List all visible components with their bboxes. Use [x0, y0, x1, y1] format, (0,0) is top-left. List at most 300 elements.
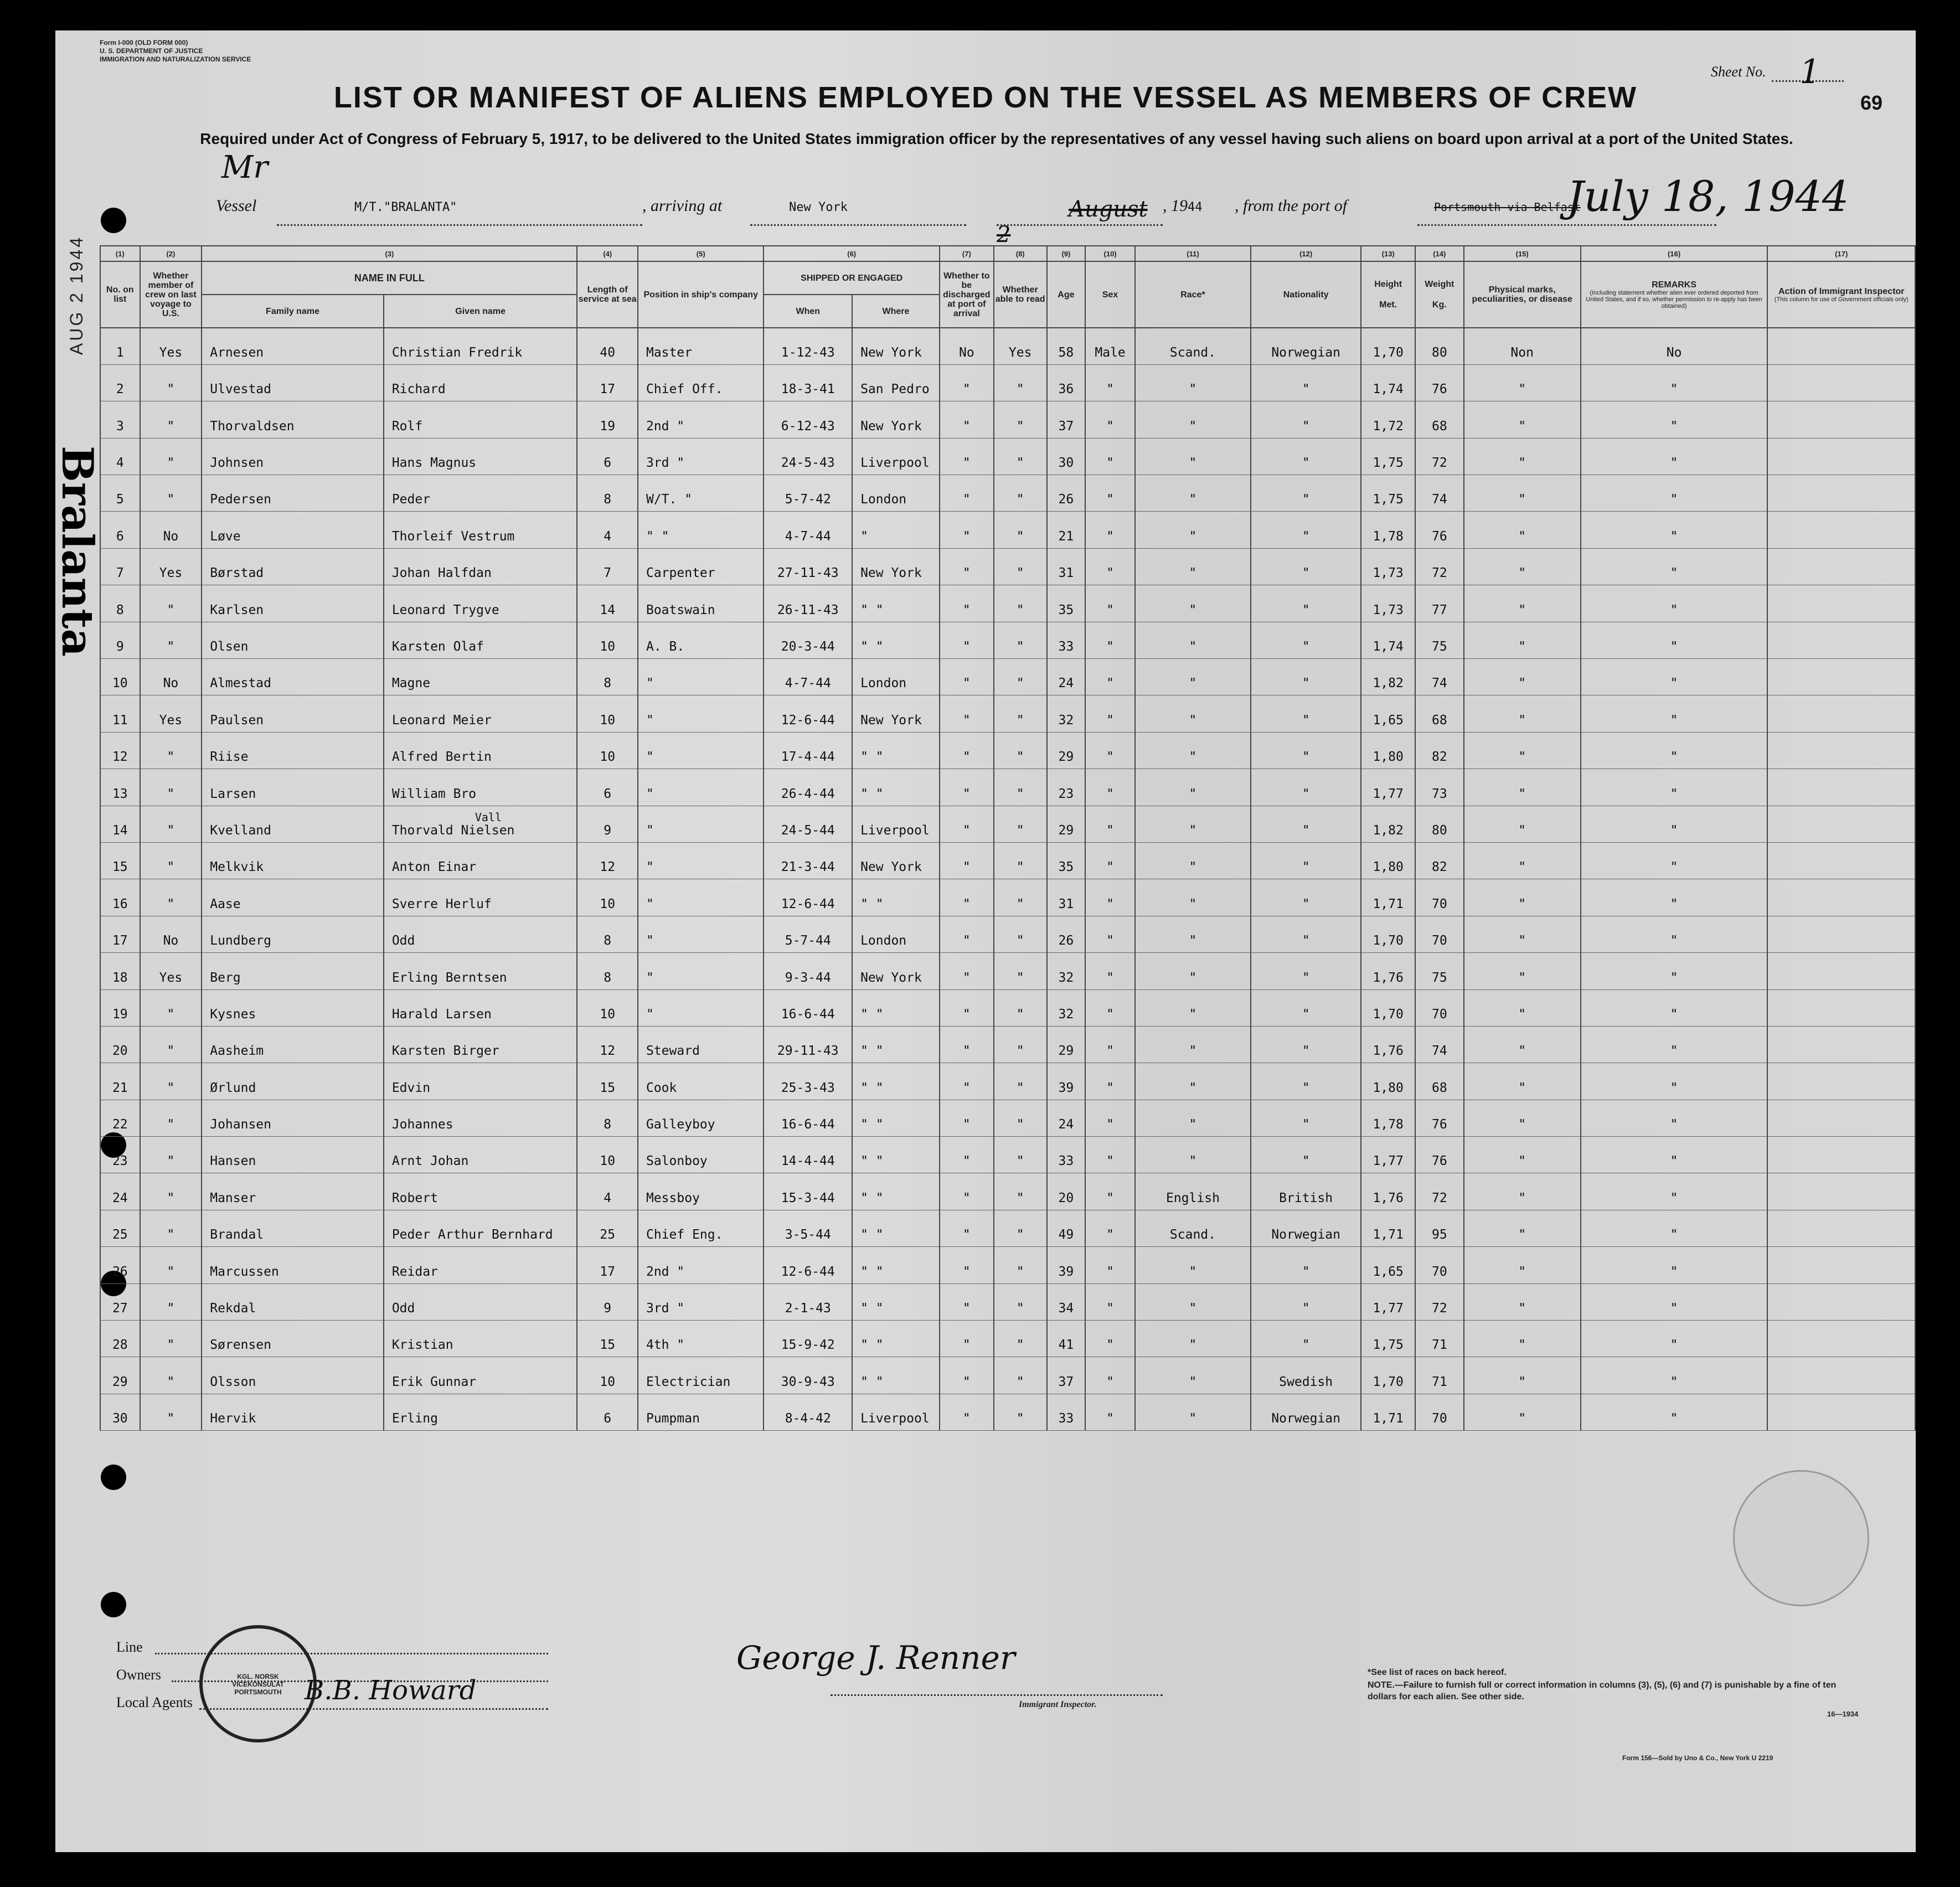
- row-no-cell: [100, 1283, 140, 1320]
- row-no-cell: [100, 695, 140, 732]
- race-cell: [1135, 916, 1251, 952]
- row-no-cell: [100, 916, 140, 952]
- age: 33: [1058, 640, 1074, 654]
- shipped-when-cell: [764, 1394, 852, 1430]
- able-to-read: ": [1016, 1228, 1024, 1242]
- sex-cell: [1085, 916, 1135, 952]
- weight: 76: [1431, 1117, 1447, 1132]
- length-of-service: 10: [600, 750, 616, 765]
- table-row: [100, 732, 1915, 769]
- service-name: IMMIGRATION AND NATURALIZATION SERVICE: [100, 55, 251, 63]
- shipped-where-cell: [852, 1247, 940, 1283]
- weight-cell: [1415, 769, 1464, 806]
- crew-last-voyage: Yes: [159, 566, 183, 581]
- to-be-discharged-cell: [940, 1210, 994, 1246]
- able-to-read: ": [1016, 602, 1024, 617]
- physical-marks-cell: [1464, 769, 1581, 806]
- row-no-cell: [100, 585, 140, 622]
- shipped-where-cell: [852, 401, 940, 438]
- shipped-when-cell: [764, 1063, 852, 1100]
- position-in-company: 3rd ": [646, 456, 685, 471]
- position-in-company-cell: [638, 769, 764, 806]
- row-no-cell: [100, 1137, 140, 1173]
- given-name-cell: [384, 475, 577, 512]
- header-name-in-full: NAME IN FULL: [202, 261, 577, 295]
- department-name: U. S. DEPARTMENT OF JUSTICE: [100, 47, 203, 55]
- family-name: Larsen: [210, 786, 256, 801]
- length-of-service-cell: [577, 585, 638, 622]
- handwritten-vessel-name: Bralanta: [52, 446, 102, 657]
- to-be-discharged: ": [962, 1154, 971, 1169]
- height-cell: [1361, 401, 1415, 438]
- remarks-cell: [1581, 1137, 1768, 1173]
- height-cell: [1361, 916, 1415, 952]
- crew-last-voyage-cell: [140, 1026, 202, 1063]
- header-shipped: SHIPPED OR ENGAGED: [764, 261, 939, 295]
- shipped-where: " ": [860, 1007, 884, 1022]
- mr-note: Mr: [221, 149, 269, 185]
- sex: ": [1106, 1301, 1114, 1316]
- age: 37: [1058, 419, 1074, 434]
- shipped-when-cell: [764, 585, 852, 622]
- shipped-where: New York: [860, 345, 922, 360]
- physical-marks: ": [1518, 1264, 1526, 1279]
- able-to-read: ": [1016, 566, 1024, 581]
- able-to-read-cell: [994, 1026, 1047, 1063]
- age: 31: [1058, 566, 1074, 581]
- col-num: (17): [1767, 246, 1915, 261]
- shipped-when: 20-3-44: [781, 640, 835, 654]
- position-in-company-cell: [638, 548, 764, 585]
- height-cell: [1361, 806, 1415, 842]
- nationality: ": [1302, 566, 1310, 581]
- date-year: 44: [1188, 200, 1203, 214]
- given-name: Reidar: [391, 1264, 438, 1279]
- header-position: Position in ship's company: [638, 261, 764, 328]
- sex-cell: [1085, 1100, 1135, 1136]
- age: 32: [1058, 970, 1074, 985]
- shipped-where: Liverpool: [860, 456, 930, 471]
- shipped-when: 18-3-41: [781, 382, 835, 397]
- weight: 76: [1431, 529, 1447, 544]
- given-name-cell: [384, 659, 577, 695]
- able-to-read: ": [1016, 860, 1024, 875]
- row-no-cell: [100, 512, 140, 548]
- remarks-cell: [1581, 1283, 1768, 1320]
- shipped-when-cell: [764, 1137, 852, 1173]
- race-cell: [1135, 953, 1251, 989]
- nationality: ": [1302, 640, 1310, 654]
- physical-marks-cell: [1464, 548, 1581, 585]
- physical-marks: ": [1518, 602, 1526, 617]
- row-no-cell: [100, 732, 140, 769]
- given-name-cell: [384, 1210, 577, 1246]
- weight: 71: [1431, 1338, 1447, 1353]
- action-cell: [1767, 769, 1915, 806]
- nationality: ": [1302, 492, 1310, 507]
- length-of-service: 8: [604, 676, 612, 691]
- family-name-cell: [202, 1321, 384, 1357]
- length-of-service-cell: [577, 438, 638, 475]
- to-be-discharged: ": [962, 860, 971, 875]
- able-to-read-cell: [994, 1247, 1047, 1283]
- length-of-service: 4: [604, 529, 612, 544]
- family-name-cell: [202, 512, 384, 548]
- shipped-where-cell: [852, 585, 940, 622]
- age-cell: [1047, 1394, 1086, 1430]
- race: ": [1189, 860, 1197, 875]
- nationality-cell: [1251, 1321, 1361, 1357]
- nationality: ": [1302, 1044, 1310, 1059]
- remarks: ": [1670, 1080, 1678, 1095]
- family-name: Børstad: [210, 566, 264, 581]
- position-in-company: ": [646, 750, 654, 765]
- position-in-company-cell: [638, 401, 764, 438]
- table-row: [100, 475, 1915, 512]
- position-in-company: 2nd ": [646, 419, 685, 434]
- race-cell: [1135, 1137, 1251, 1173]
- length-of-service: 6: [604, 1411, 612, 1426]
- able-to-read: ": [1016, 1190, 1024, 1205]
- able-to-read-cell: [994, 1283, 1047, 1320]
- shipped-when: 12-6-44: [781, 713, 835, 728]
- race: ": [1189, 566, 1197, 581]
- position-in-company: " ": [646, 529, 669, 544]
- physical-marks: ": [1518, 860, 1526, 875]
- crew-last-voyage: No: [163, 676, 179, 691]
- height: 1,72: [1373, 419, 1404, 434]
- shipped-where-cell: [852, 695, 940, 732]
- position-in-company: ": [646, 786, 654, 801]
- col-num: (8): [994, 246, 1047, 261]
- nationality-cell: [1251, 1247, 1361, 1283]
- shipped-where: New York: [860, 970, 922, 985]
- weight: 75: [1431, 640, 1447, 654]
- remarks-cell: [1581, 1026, 1768, 1063]
- sex-cell: [1085, 806, 1135, 842]
- given-name: Sverre Herluf: [391, 896, 492, 911]
- family-name-cell: [202, 769, 384, 806]
- able-to-read-cell: [994, 1394, 1047, 1430]
- sex-cell: [1085, 1026, 1135, 1063]
- physical-marks: ": [1518, 1228, 1526, 1242]
- height: 1,75: [1373, 492, 1404, 507]
- to-be-discharged-cell: [940, 1063, 994, 1100]
- height-cell: [1361, 953, 1415, 989]
- family-name: Olsson: [210, 1374, 256, 1389]
- crew-last-voyage: ": [167, 1264, 175, 1279]
- age-cell: [1047, 659, 1086, 695]
- nationality-cell: [1251, 1100, 1361, 1136]
- family-name-cell: [202, 1173, 384, 1210]
- action-cell: [1767, 401, 1915, 438]
- sex: ": [1106, 1411, 1114, 1426]
- row-no-cell: [100, 1100, 140, 1136]
- shipped-when-cell: [764, 548, 852, 585]
- sex-cell: [1085, 695, 1135, 732]
- given-name: Hans Magnus: [391, 456, 477, 471]
- weight-cell: [1415, 695, 1464, 732]
- position-in-company-cell: [638, 1210, 764, 1246]
- nationality-cell: [1251, 548, 1361, 585]
- nationality: ": [1302, 1301, 1310, 1316]
- crew-rows: [100, 328, 1915, 1431]
- sex-cell: [1085, 769, 1135, 806]
- nationality-cell: [1251, 1063, 1361, 1100]
- sex-cell: [1085, 328, 1135, 364]
- sex-cell: [1085, 622, 1135, 658]
- to-be-discharged-cell: [940, 1173, 994, 1210]
- position-in-company-cell: [638, 1173, 764, 1210]
- height: 1,75: [1373, 456, 1404, 471]
- shipped-when-cell: [764, 328, 852, 364]
- remarks: ": [1670, 970, 1678, 985]
- length-of-service: 7: [604, 566, 612, 581]
- remarks-cell: [1581, 842, 1768, 879]
- age: 29: [1058, 750, 1074, 765]
- able-to-read-cell: [994, 1173, 1047, 1210]
- able-to-read: ": [1016, 1007, 1024, 1022]
- given-name: Arnt Johan: [391, 1154, 469, 1169]
- position-in-company: Carpenter: [646, 566, 715, 581]
- crew-last-voyage: Yes: [159, 713, 183, 728]
- shipped-where-cell: [852, 1026, 940, 1063]
- age: 39: [1058, 1080, 1074, 1095]
- sex-cell: [1085, 1357, 1135, 1394]
- shipped-when: 4-7-44: [785, 529, 831, 544]
- to-be-discharged-cell: [940, 1026, 994, 1063]
- consulate-seal: [199, 1625, 317, 1742]
- family-name: Berg: [210, 970, 241, 985]
- crew-last-voyage-cell: [140, 1063, 202, 1100]
- remarks-cell: [1581, 806, 1768, 842]
- remarks-cell: [1581, 916, 1768, 952]
- given-name: Odd: [391, 934, 415, 948]
- row-no-cell: [100, 328, 140, 364]
- physical-marks-cell: [1464, 732, 1581, 769]
- action-cell: [1767, 1063, 1915, 1100]
- given-name-cell: [384, 1394, 577, 1430]
- nationality-cell: [1251, 732, 1361, 769]
- to-be-discharged: ": [962, 1080, 971, 1095]
- length-of-service-cell: [577, 1063, 638, 1100]
- crew-last-voyage: ": [167, 1228, 175, 1242]
- shipped-when: 2-1-43: [785, 1301, 831, 1316]
- row-no: 30: [112, 1411, 128, 1426]
- weight: 72: [1431, 1301, 1447, 1316]
- race-cell: [1135, 475, 1251, 512]
- length-of-service: 8: [604, 492, 612, 507]
- remarks: ": [1670, 1007, 1678, 1022]
- nationality: ": [1302, 823, 1310, 838]
- physical-marks-cell: [1464, 806, 1581, 842]
- punch-hole: [101, 1592, 126, 1617]
- crew-last-voyage-cell: [140, 695, 202, 732]
- nationality-cell: [1251, 842, 1361, 879]
- family-name-cell: [202, 1394, 384, 1430]
- remarks-cell: [1581, 512, 1768, 548]
- position-in-company: Steward: [646, 1044, 700, 1059]
- family-name-cell: [202, 548, 384, 585]
- sheet-number: 1: [1799, 53, 1821, 91]
- table-row: [100, 953, 1915, 989]
- remarks-cell: [1581, 1247, 1768, 1283]
- nationality: Norwegian: [1271, 1411, 1340, 1426]
- length-of-service: 15: [600, 1080, 616, 1095]
- length-of-service-cell: [577, 1321, 638, 1357]
- remarks: ": [1670, 529, 1678, 544]
- crew-last-voyage-cell: [140, 1283, 202, 1320]
- nationality-cell: [1251, 622, 1361, 658]
- row-no-cell: [100, 879, 140, 916]
- shipped-where-cell: [852, 1173, 940, 1210]
- shipped-where-cell: [852, 622, 940, 658]
- given-name-cell: [384, 1100, 577, 1136]
- weight-cell: [1415, 512, 1464, 548]
- shipped-when: 5-7-44: [785, 934, 831, 948]
- given-name-cell: [384, 1137, 577, 1173]
- sex: ": [1106, 750, 1114, 765]
- family-name-cell: [202, 916, 384, 952]
- row-no: 4: [116, 456, 124, 471]
- height-cell: [1361, 1394, 1415, 1430]
- row-no: 16: [112, 896, 128, 911]
- sex-cell: [1085, 1210, 1135, 1246]
- header-weight-label: Weight: [1425, 280, 1454, 289]
- to-be-discharged-cell: [940, 512, 994, 548]
- to-be-discharged: ": [962, 713, 971, 728]
- sex: ": [1106, 640, 1114, 654]
- height-cell: [1361, 364, 1415, 401]
- crew-last-voyage-cell: [140, 1210, 202, 1246]
- col-num: (4): [577, 246, 638, 261]
- shipped-when-cell: [764, 695, 852, 732]
- nationality-cell: [1251, 401, 1361, 438]
- table-row: [100, 548, 1915, 585]
- header-action: [1767, 261, 1915, 328]
- position-in-company-cell: [638, 659, 764, 695]
- crew-last-voyage-cell: [140, 732, 202, 769]
- length-of-service-cell: [577, 1357, 638, 1394]
- family-name-cell: [202, 1283, 384, 1320]
- received-date-stamp: AUG 2 1944: [66, 235, 86, 355]
- remarks: ": [1670, 676, 1678, 691]
- nationality-cell: [1251, 1283, 1361, 1320]
- to-be-discharged-cell: [940, 622, 994, 658]
- action-cell: [1767, 1321, 1915, 1357]
- crew-last-voyage: ": [167, 492, 175, 507]
- weight: 73: [1431, 786, 1447, 801]
- height: 1,70: [1373, 934, 1404, 948]
- physical-marks-cell: [1464, 879, 1581, 916]
- table-row: [100, 879, 1915, 916]
- shipped-where: " ": [860, 1374, 884, 1389]
- race: ": [1189, 529, 1197, 544]
- given-name-cell: [384, 732, 577, 769]
- header-row: [100, 261, 1915, 295]
- crew-last-voyage: ": [167, 1080, 175, 1095]
- weight-cell: [1415, 1210, 1464, 1246]
- row-no-cell: [100, 989, 140, 1026]
- row-no-cell: [100, 842, 140, 879]
- able-to-read-cell: [994, 622, 1047, 658]
- remarks-cell: [1581, 622, 1768, 658]
- family-name: Aasheim: [210, 1044, 264, 1059]
- weight-cell: [1415, 842, 1464, 879]
- sex-cell: [1085, 1173, 1135, 1210]
- able-to-read-cell: [994, 548, 1047, 585]
- sex-cell: [1085, 401, 1135, 438]
- weight-cell: [1415, 1357, 1464, 1394]
- remarks: ": [1670, 750, 1678, 765]
- height: 1,71: [1373, 896, 1404, 911]
- table-row: [100, 806, 1915, 842]
- shipped-where-cell: [852, 475, 940, 512]
- race: ": [1189, 896, 1197, 911]
- height-cell: [1361, 548, 1415, 585]
- table-row: [100, 328, 1915, 364]
- to-be-discharged: ": [962, 896, 971, 911]
- to-be-discharged: ": [962, 1007, 971, 1022]
- position-in-company: ": [646, 860, 654, 875]
- able-to-read-cell: [994, 695, 1047, 732]
- length-of-service: 40: [600, 345, 616, 360]
- age-cell: [1047, 438, 1086, 475]
- height: 1,73: [1373, 566, 1404, 581]
- crew-last-voyage: ": [167, 786, 175, 801]
- to-be-discharged: ": [962, 529, 971, 544]
- position-in-company-cell: [638, 1283, 764, 1320]
- race: ": [1189, 640, 1197, 654]
- remarks-cell: [1581, 364, 1768, 401]
- nationality: ": [1302, 1338, 1310, 1353]
- col-num: (6): [764, 246, 939, 261]
- race: ": [1189, 419, 1197, 434]
- weight: 70: [1431, 934, 1447, 948]
- remarks: ": [1670, 1411, 1678, 1426]
- able-to-read-cell: [994, 989, 1047, 1026]
- race-cell: [1135, 1357, 1251, 1394]
- physical-marks-cell: [1464, 364, 1581, 401]
- row-no: 24: [112, 1190, 128, 1205]
- row-no-cell: [100, 953, 140, 989]
- to-be-discharged-cell: [940, 475, 994, 512]
- remarks: ": [1670, 1044, 1678, 1059]
- family-name: Johansen: [210, 1117, 271, 1132]
- able-to-read-cell: [994, 769, 1047, 806]
- shipped-where-cell: [852, 916, 940, 952]
- column-number-row: [100, 246, 1915, 261]
- race-cell: [1135, 879, 1251, 916]
- weight-cell: [1415, 328, 1464, 364]
- remarks: ": [1670, 1264, 1678, 1279]
- position-in-company-cell: [638, 438, 764, 475]
- to-be-discharged-cell: [940, 548, 994, 585]
- able-to-read: ": [1016, 896, 1024, 911]
- col-num: (12): [1251, 246, 1361, 261]
- length-of-service-cell: [577, 842, 638, 879]
- action-cell: [1767, 475, 1915, 512]
- nationality-cell: [1251, 879, 1361, 916]
- age-cell: [1047, 806, 1086, 842]
- position-in-company: Messboy: [646, 1190, 700, 1205]
- physical-marks-cell: [1464, 328, 1581, 364]
- height-cell: [1361, 1137, 1415, 1173]
- able-to-read: ": [1016, 1080, 1024, 1095]
- family-name-cell: [202, 659, 384, 695]
- form-number: Form I-000 (OLD FORM 000): [100, 39, 188, 47]
- family-name: Hansen: [210, 1154, 256, 1169]
